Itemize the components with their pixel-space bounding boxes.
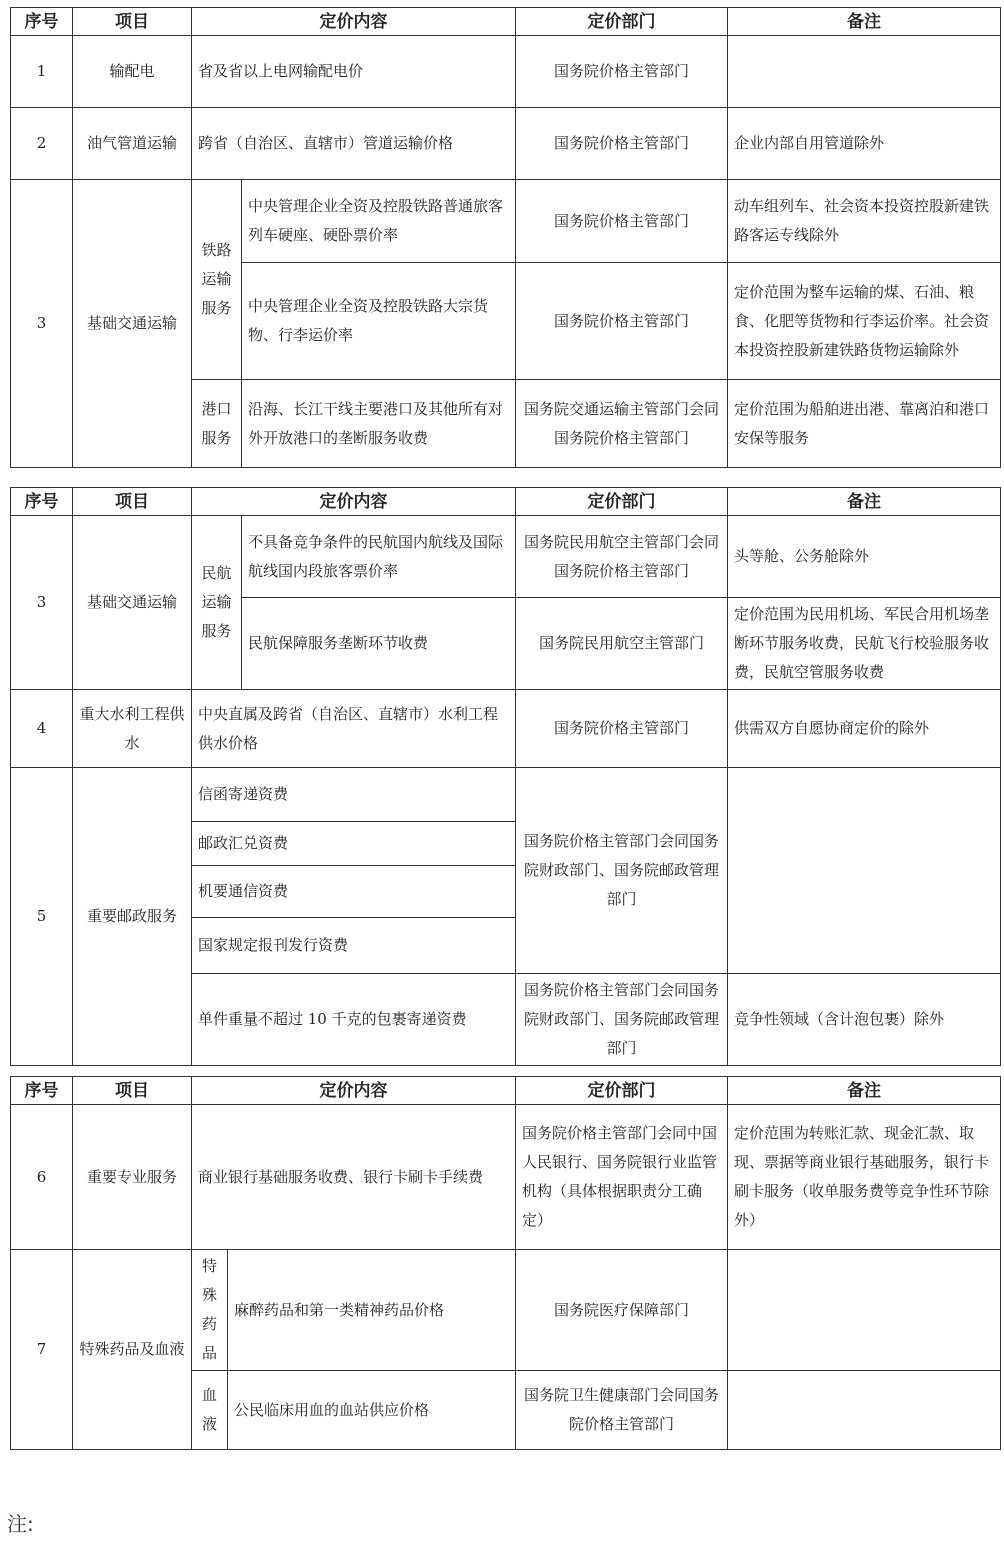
row-content: 邮政汇兑资费 — [192, 822, 516, 866]
row-no: 3 — [11, 516, 73, 690]
row-dept: 国务院价格主管部门 — [516, 690, 728, 768]
row-item: 输配电 — [73, 36, 192, 108]
row-remark: 企业内部自用管道除外 — [728, 108, 1001, 180]
row-content: 单件重量不超过 10 千克的包裹寄递资费 — [192, 974, 516, 1066]
row-content: 公民临床用血的血站供应价格 — [228, 1371, 516, 1450]
row-remark — [728, 1371, 1001, 1450]
sub-category-blood: 血液 — [192, 1371, 228, 1450]
row-no: 3 — [11, 180, 73, 468]
row-content: 省及省以上电网输配电价 — [192, 36, 516, 108]
sub-category-rail: 铁路运输服务 — [192, 180, 242, 380]
row-content: 中央管理企业全资及控股铁路普通旅客列车硬座、硬卧票价率 — [242, 180, 516, 263]
row-content: 沿海、长江干线主要港口及其他所有对外开放港口的垄断服务收费 — [242, 380, 516, 468]
row-remark: 动车组列车、社会资本投资控股新建铁路客运专线除外 — [728, 180, 1001, 263]
row-remark: 定价范围为整车运输的煤、石油、粮食、化肥等货物和行李运价率。社会资本投资控股新建铁路货物运输除外 — [728, 263, 1001, 380]
table-row — [11, 108, 1001, 180]
row-dept: 国务院民用航空主管部门会同国务院价格主管部门 — [516, 516, 728, 598]
header-remark: 备注 — [728, 488, 1001, 516]
row-dept: 国务院卫生健康部门会同国务院价格主管部门 — [516, 1371, 728, 1450]
row-content: 中央管理企业全资及控股铁路大宗货物、行李运价率 — [242, 263, 516, 380]
row-content: 麻醉药品和第一类精神药品价格 — [228, 1250, 516, 1371]
footnote-label: 注: — [7, 1512, 34, 1536]
row-item: 重大水利工程供水 — [73, 690, 192, 768]
header-no: 序号 — [11, 8, 73, 36]
row-remark: 供需双方自愿协商定价的除外 — [728, 690, 1001, 768]
row-remark: 定价范围为船舶进出港、靠离泊和港口安保等服务 — [728, 380, 1001, 468]
table-header-row — [11, 488, 1001, 516]
header-dept: 定价部门 — [516, 488, 728, 516]
row-content: 不具备竞争条件的民航国内航线及国际航线国内段旅客票价率 — [242, 516, 516, 598]
table-row — [11, 36, 1001, 108]
sub-category-drug: 特殊药品 — [192, 1250, 228, 1371]
row-no: 4 — [11, 690, 73, 768]
row-no: 7 — [11, 1250, 73, 1450]
table-row — [11, 768, 1001, 822]
row-remark: 定价范围为转账汇款、现金汇款、取现、票据等商业银行基础服务，银行卡刷卡服务（收单服务费等竞争性环节除外） — [728, 1105, 1001, 1250]
row-item: 基础交通运输 — [73, 180, 192, 468]
row-dept: 国务院价格主管部门会同中国人民银行、国务院银行业监管机构（具体根据职责分工确定） — [516, 1105, 728, 1250]
pricing-table-part-3 — [10, 1076, 1001, 1450]
row-dept: 国务院交通运输主管部门会同国务院价格主管部门 — [516, 380, 728, 468]
header-content: 定价内容 — [192, 1077, 516, 1105]
header-item: 项目 — [73, 8, 192, 36]
header-content: 定价内容 — [192, 488, 516, 516]
sub-category-air: 民航运输服务 — [192, 516, 242, 690]
row-no: 6 — [11, 1105, 73, 1250]
row-content: 商业银行基础服务收费、银行卡刷卡手续费 — [192, 1105, 516, 1250]
row-no: 2 — [11, 108, 73, 180]
table-row — [11, 1250, 1001, 1371]
row-dept: 国务院价格主管部门 — [516, 180, 728, 263]
row-dept: 国务院民用航空主管部门 — [516, 598, 728, 690]
header-dept: 定价部门 — [516, 8, 728, 36]
row-item: 重要邮政服务 — [73, 768, 192, 1066]
header-no: 序号 — [11, 488, 73, 516]
row-item: 基础交通运输 — [73, 516, 192, 690]
row-remark — [728, 36, 1001, 108]
row-dept: 国务院价格主管部门 — [516, 263, 728, 380]
row-dept: 国务院价格主管部门 — [516, 36, 728, 108]
sub-category-port: 港口服务 — [192, 380, 242, 468]
header-dept: 定价部门 — [516, 1077, 728, 1105]
row-item: 油气管道运输 — [73, 108, 192, 180]
row-no: 5 — [11, 768, 73, 1066]
table-row — [11, 1105, 1001, 1250]
header-remark: 备注 — [728, 1077, 1001, 1105]
row-no: 1 — [11, 36, 73, 108]
header-remark: 备注 — [728, 8, 1001, 36]
table-row — [11, 180, 1001, 263]
row-remark: 头等舱、公务舱除外 — [728, 516, 1001, 598]
row-remark: 定价范围为民用机场、军民合用机场垄断环节服务收费，民航飞行校验服务收费，民航空管服务收费 — [728, 598, 1001, 690]
row-dept: 国务院医疗保障部门 — [516, 1250, 728, 1371]
header-item: 项目 — [73, 1077, 192, 1105]
row-dept: 国务院价格主管部门会同国务院财政部门、国务院邮政管理部门 — [516, 768, 728, 974]
row-dept: 国务院价格主管部门 — [516, 108, 728, 180]
pricing-table-part-1 — [10, 7, 1001, 468]
row-item: 特殊药品及血液 — [73, 1250, 192, 1450]
row-content: 跨省（自治区、直辖市）管道运输价格 — [192, 108, 516, 180]
header-content: 定价内容 — [192, 8, 516, 36]
row-content: 民航保障服务垄断环节收费 — [242, 598, 516, 690]
row-remark — [728, 1250, 1001, 1371]
table-header-row — [11, 1077, 1001, 1105]
table-row — [11, 516, 1001, 598]
row-content: 国家规定报刊发行资费 — [192, 918, 516, 974]
row-item: 重要专业服务 — [73, 1105, 192, 1250]
table-row — [11, 690, 1001, 768]
row-remark: 竞争性领域（含计泡包裹）除外 — [728, 974, 1001, 1066]
row-content: 信函寄递资费 — [192, 768, 516, 822]
row-dept: 国务院价格主管部门会同国务院财政部门、国务院邮政管理部门 — [516, 974, 728, 1066]
row-content: 机要通信资费 — [192, 866, 516, 918]
header-item: 项目 — [73, 488, 192, 516]
table-header-row — [11, 8, 1001, 36]
pricing-table-part-2 — [10, 487, 1001, 1066]
row-content: 中央直属及跨省（自治区、直辖市）水利工程供水价格 — [192, 690, 516, 768]
header-no: 序号 — [11, 1077, 73, 1105]
row-remark — [728, 768, 1001, 974]
